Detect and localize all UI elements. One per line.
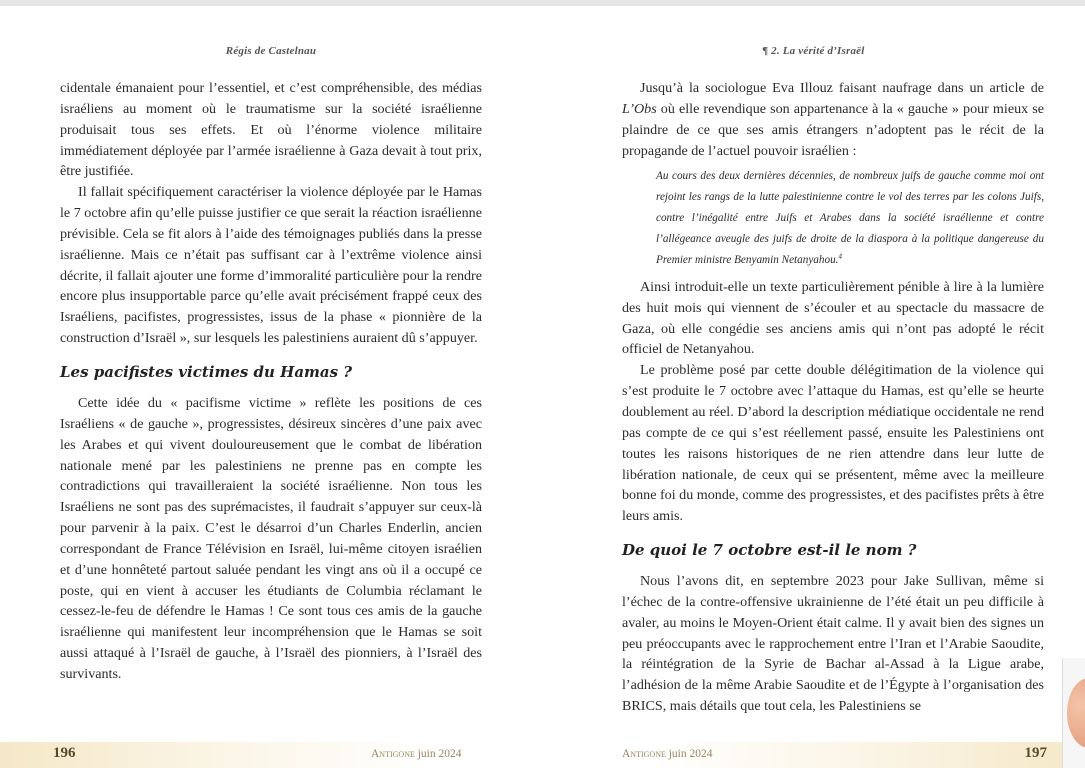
block-quote	[656, 166, 1044, 271]
intro-text-cont: où elle revendique son appartenance à la « gauche » pour mieux se plaindre de ce que ses amis étrangers n’adoptent pas le récit de la propagande de l’actuel pouvoir israélien :	[622, 100, 1044, 159]
page-footer	[0, 742, 542, 768]
book-spread	[0, 6, 1085, 768]
running-head-author: Régis de Castelnau	[225, 45, 317, 57]
paragraph: Nous l’avons dit, en septembre 2023 pour Jake Sullivan, même si l’échec de la contre-offensive ukrainienne de l’été était un peu difficile à avaler, au moins le Moyen-Orient était calme. Il y avait bien des signes un peu préoccupants avec le rapprochement entre l’Iran et l’Arabie Saoudite, la réintégration de la Syrie de Bachar al-Assad à la Ligue arabe, l’adhésion de la même Arabie Saoudite et de l’Égypte à l’organisation des BRICS, mais détails que tout cela, les Palestiniens se	[622, 573, 1044, 715]
section-heading: Les pacifistes victimes du Hamas ?	[60, 362, 353, 381]
journal-issue: juin 2024	[417, 748, 462, 760]
journal-issue: juin 2024	[668, 748, 713, 760]
left-page	[0, 6, 542, 768]
quote-text: Au cours des deux dernières décennies, de nombreux juifs de gauche comme moi ont rejoint les rangs de la lutte palestinienne contre le vol des terres par les colons Juifs, contre l’inégalité entre Juifs et Arabes dans la société israélienne et contre l’allégeance aveugle des juifs de droite de la diaspora à la politique dangereuse du Premier ministre Benyamin Netanyahou.	[656, 170, 1044, 266]
page-number: 197	[1024, 745, 1047, 761]
journal-footer	[371, 748, 462, 760]
journal-name: Antigone	[622, 748, 666, 760]
paragraph: Ainsi introduit-elle un texte particulièrement pénible à lire à la lumière des huit mois qui viennent de s’écouler et au spectacle du massacre de Gaza, où elle congédie ses anciens amis qui n’ont pas adopté le récit officiel de Netanyahou.	[622, 278, 1044, 358]
publication-title: L’Obs	[622, 100, 657, 117]
paragraph: Le problème posé par cette double délégitimation de la violence qui s’est produite le 7 octobre avec l’attaque du Hamas, est qu’elle se heurte doublement au réel. D’abord la description médiatique occidentale ne rend pas compte de ce qui s’est réellement passé, ensuite les Palestiniens ont toutes les raisons historiques de ne rien attendre dans leur lutte de libération nationale, de ceux qui se présentent, même avec la meilleure bonne foi du monde, comme des progressistes, et des pacifistes prêts à être leurs amis.	[622, 362, 1044, 525]
paragraph	[622, 78, 1044, 161]
right-page	[542, 6, 1085, 768]
footnote-ref: 4	[838, 252, 842, 261]
paragraph: cidentale émanaient pour l’essentiel, et c’est compréhensible, des médias israéliens au moment où le traumatisme sur la société israélienne produisait tous ses effets. Et où l’énorme violence militaire immédiatement déployée par l’armée israélienne à Gaza devait à tout prix, être justifiée.	[60, 80, 482, 180]
intro-text: Jusqu’à la sociologue Eva Illouz faisant naufrage dans un article de	[640, 80, 1044, 96]
page-number: 196	[53, 745, 76, 761]
journal-footer	[622, 748, 713, 760]
journal-name: Antigone	[371, 748, 415, 760]
right-page-body	[622, 78, 1044, 717]
paragraph: Il fallait spécifiquement caractériser la violence déployée par le Hamas le 7 octobre afin qu’elle puisse justifier ce que serait la réaction israélienne prévisible. Cela se fit alors à l’aide des témoignages publiés dans la presse israélienne. Mais ce n’était pas suffisant car à l’extrême violence ainsi décrite, il fallait ajouter une forme d’immoralité particulière pour la rendre encore plus insupportable parce qu’elle avait précisément frappé ceux des Israéliens, pacifistes, progressistes, issus de la phase « pionnière de la construction d’Israël », sur lesquels les palestiniens auraient dû s’appuyer.	[60, 184, 482, 347]
section-heading: De quoi le 7 octobre est-il le nom ?	[622, 541, 917, 560]
running-head-chapter: ¶ 2. La vérité d’Israël	[762, 45, 865, 57]
left-page-body	[60, 78, 482, 685]
page-footer	[542, 742, 1085, 768]
paragraph: Cette idée du « pacifisme victime » reflète les positions de ces Israéliens « de gauche », progressistes, désireux sincères d’une paix avec les Arabes et qui vivent douloureusement que le combat de libération nationale mené par les palestiniens ne prenne pas en compte les contradictions qui travailleraient la société israélienne. Non tous les Israéliens ne sont pas des suprémacistes, il faudrait s’appuyer sur ceux-là pour parvenir à la paix. C’est le désarroi d’un Charles Enderlin, ancien correspondant de France Télévision en Israël, lui-même citoyen israélien et d’une honnêteté partout saluée pendant les vingt ans où il a occupé ce poste, qui en vient à accuser les étudiants de Columbia réclamant le cessez-le-feu de défendre le Hamas ! Ce sont tous ces amis de la gauche israélienne qui manifestent leur incompréhension que le Hamas se soit aussi attaqué à l’Israël de gauche, à l’Israël des pionniers, à l’Israël des survivants.	[60, 394, 482, 682]
